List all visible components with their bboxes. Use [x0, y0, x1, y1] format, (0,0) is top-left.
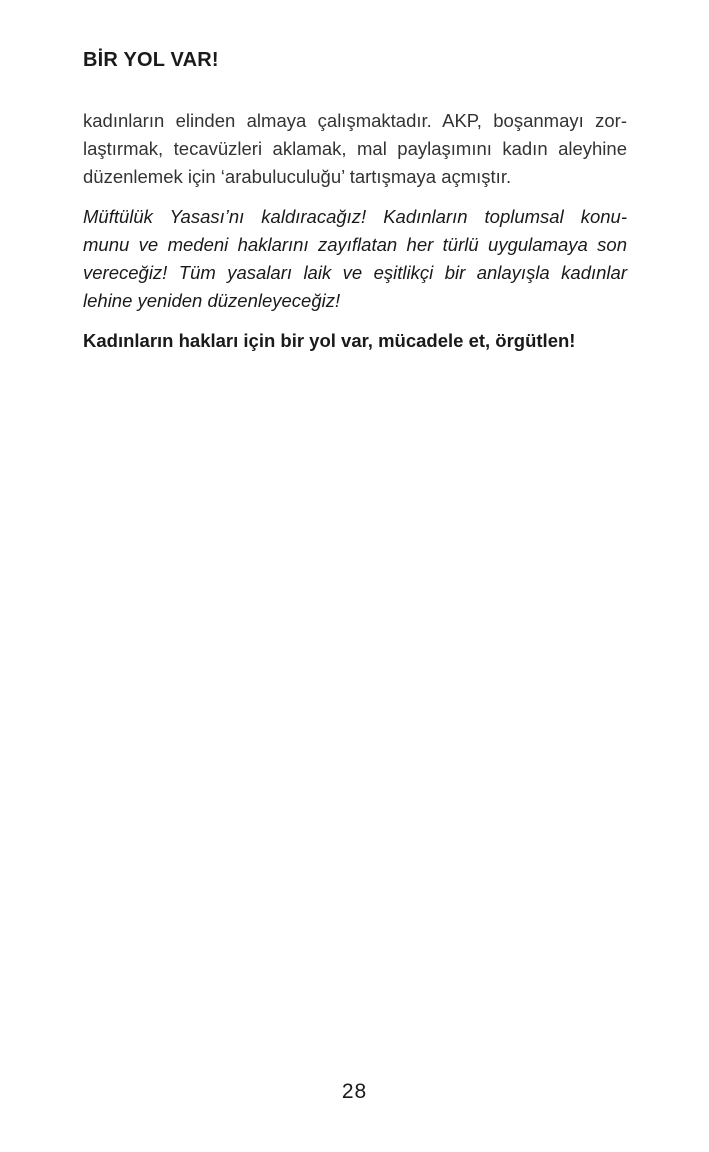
- paragraph-2: [83, 203, 627, 315]
- running-header-title: BİR YOL VAR!: [83, 49, 219, 71]
- paragraph-1-line-1: kadınların elinden almaya çalışmaktadır. AKP, boşanmayı zor-: [83, 110, 627, 131]
- paragraph-2-line-1: Müftülük Yasası’nı kaldıracağız! Kadınların toplumsal konu-: [83, 206, 627, 227]
- body-text: [83, 107, 627, 355]
- paragraph-2-line-2: munu ve medeni haklarını zayıflatan her türlü uygulamaya son: [83, 234, 627, 255]
- paragraph-2-line-4: lehine yeniden düzenleyeceğiz!: [83, 290, 341, 311]
- paragraph-1: [83, 107, 627, 191]
- paragraph-1-line-2: laştırmak, tecavüzleri aklamak, mal paylaşımını kadın aleyhine: [83, 138, 627, 159]
- paragraph-2-line-3: vereceğiz! Tüm yasaları laik ve eşitlikçi bir anlayışla kadınlar: [83, 262, 627, 283]
- paragraph-3-line-1: Kadınların hakları için bir yol var, mücadele et, örgütlen!: [83, 330, 576, 351]
- paragraph-1-line-3: düzenlemek için ‘arabuluculuğu’ tartışmaya açmıştır.: [83, 166, 512, 187]
- paragraph-3: [83, 327, 627, 355]
- page-number: 28: [341, 1080, 368, 1103]
